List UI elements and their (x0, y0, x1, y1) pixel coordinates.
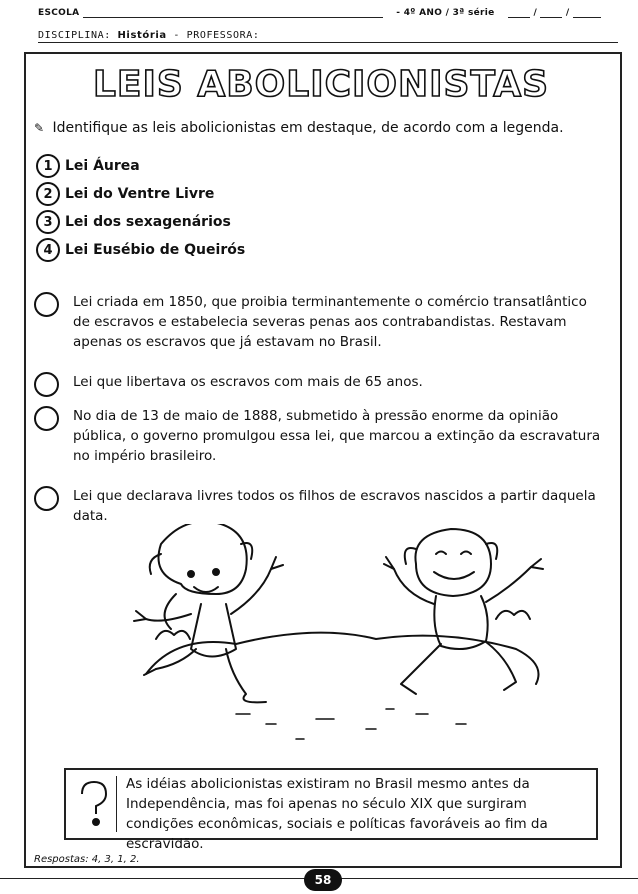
legend-number: 2 (36, 182, 60, 206)
activity-frame (24, 52, 622, 868)
question-1 (34, 292, 606, 352)
discipline-row (38, 30, 259, 41)
answer-circle[interactable] (34, 486, 59, 511)
info-box (64, 768, 598, 852)
legend-item-3 (36, 208, 245, 236)
pencil-icon: ✎ (34, 121, 45, 135)
answer-circle[interactable] (34, 372, 59, 397)
question-text: Lei que declarava livres todos os filhos de escravos nascidos a partir daquela data. (73, 488, 596, 524)
date-month-line[interactable] (540, 8, 562, 18)
legend-number: 3 (36, 210, 60, 234)
legend-number: 4 (36, 238, 60, 262)
discipline-label: DISCIPLINA: (38, 30, 111, 41)
answer-circle[interactable] (34, 406, 59, 431)
page-number: 58 (304, 869, 342, 891)
instruction-text: Identifique as leis abolicionistas em destaque, de acordo com a legenda. (52, 120, 564, 136)
worksheet-header (38, 6, 618, 44)
page-title (76, 64, 566, 104)
question-3 (34, 406, 606, 466)
question-4 (34, 486, 606, 526)
legend-item-2 (36, 180, 245, 208)
legend-label: Lei Eusébio de Queirós (65, 242, 246, 258)
grade-text: - 4º ANO / 3ª série (396, 8, 495, 18)
question-text: No dia de 13 de maio de 1888, submetido à pressão enorme da opinião pública, o governo promulgou essa lei, que marcou a extinção da escravatura no império brasileiro. (73, 408, 601, 464)
legend-label: Lei dos sexagenários (65, 214, 231, 230)
legend-item-1 (36, 152, 245, 180)
info-text: As idéias abolicionistas existiram no Brasil mesmo antes da Independência, mas foi apenas no século XIX que surgiram condições econômicas, sociais e políticas favoráveis ao fim da escravidão. (126, 776, 548, 852)
header-rule (38, 42, 618, 43)
teacher-label: - PROFESSORA: (173, 30, 260, 41)
answers-text: Respostas: 4, 3, 1, 2. (34, 854, 140, 865)
school-row (38, 8, 601, 18)
legend-number: 1 (36, 154, 60, 178)
answer-circle[interactable] (34, 292, 59, 317)
school-label: ESCOLA (38, 8, 80, 18)
question-2 (34, 372, 606, 397)
legend-list (36, 152, 245, 264)
page-title-text: LEIS ABOLICIONISTAS (92, 64, 550, 104)
school-line[interactable] (83, 8, 383, 18)
question-text: Lei criada em 1850, que proibia terminantemente o comércio transatlântico de escravos e estabelecia severas penas aos contrabandistas. Restavam apenas os escravos que já estavam no Brasil. (73, 294, 587, 350)
legend-item-4 (36, 236, 245, 264)
date-day-line[interactable] (508, 8, 530, 18)
instruction (34, 120, 564, 136)
legend-label: Lei do Ventre Livre (65, 186, 215, 202)
dancing-children-illustration (116, 524, 556, 774)
date-sep-2: / (565, 8, 570, 18)
legend-label: Lei Áurea (65, 158, 140, 174)
question-text: Lei que libertava os escravos com mais de 65 anos. (73, 374, 423, 390)
date-sep-1: / (533, 8, 538, 18)
discipline-value: História (117, 30, 167, 41)
date-year-line[interactable] (573, 8, 601, 18)
question-mark-icon (70, 776, 117, 832)
